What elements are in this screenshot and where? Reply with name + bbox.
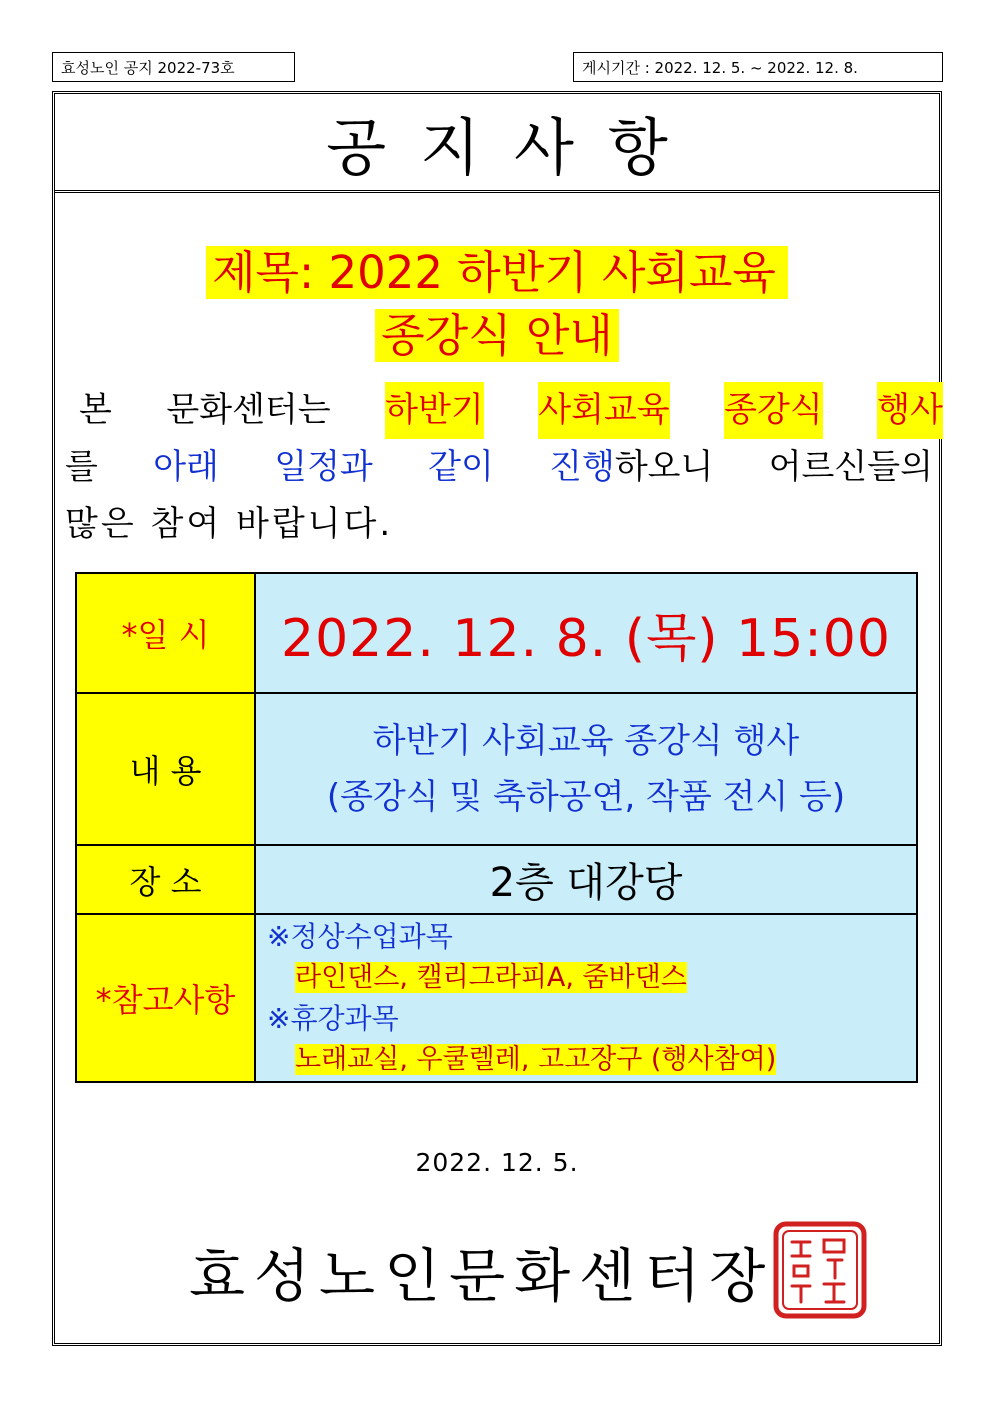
label-place: 장 소 [76, 845, 255, 914]
row-date [76, 573, 917, 693]
event-info-table [75, 572, 918, 1083]
row-notes [76, 914, 917, 1082]
label-date: *일 시 [76, 573, 255, 693]
row-content [76, 693, 917, 845]
notice-number: 효성노인 공지 2022-73호 [52, 52, 295, 82]
value-notes [255, 914, 917, 1082]
title-bar [55, 94, 939, 193]
value-date: 2022. 12. 8. (목) 15:00 [255, 573, 917, 693]
signer-name: 효성노인문화센터장 [189, 1242, 775, 1310]
row-place [76, 845, 917, 914]
regular-classes-heading: ※정상수업과목 [267, 920, 453, 953]
label-notes: *참고사항 [76, 914, 255, 1082]
page-title: 공지사항 [326, 110, 702, 184]
official-seal-icon [772, 1220, 868, 1320]
subject-line-2: 종강식 안내 [55, 299, 939, 364]
intro-line-1: 본 문화센터는 하반기 사회교육 종강식 행사 [65, 382, 943, 439]
issue-date: 2022. 12. 5. [415, 1148, 579, 1177]
posting-period: 게시기간 : 2022. 12. 5. ~ 2022. 12. 8. [573, 52, 943, 82]
intro-line-3: 많은 참여 바랍니다. [65, 504, 394, 544]
label-content: 내 용 [76, 693, 255, 845]
value-place: 2층 대강당 [255, 845, 917, 914]
subject-line-1: 제목: 2022 하반기 사회교육 [55, 236, 939, 301]
regular-classes-list: 라인댄스, 캘리그라피A, 줌바댄스 [295, 962, 687, 993]
notice-frame [52, 91, 942, 1346]
break-classes-heading: ※휴강과목 [267, 1002, 399, 1035]
value-content: 하반기 사회교육 종강식 행사 (종강식 및 축하공연, 작품 전시 등) [255, 693, 917, 845]
break-classes-list: 노래교실, 우쿨렐레, 고고장구 (행사참여) [295, 1044, 777, 1075]
intro-line-2: 를 아래 일정과 같이 진행하오니 어르신들의 [65, 447, 933, 487]
